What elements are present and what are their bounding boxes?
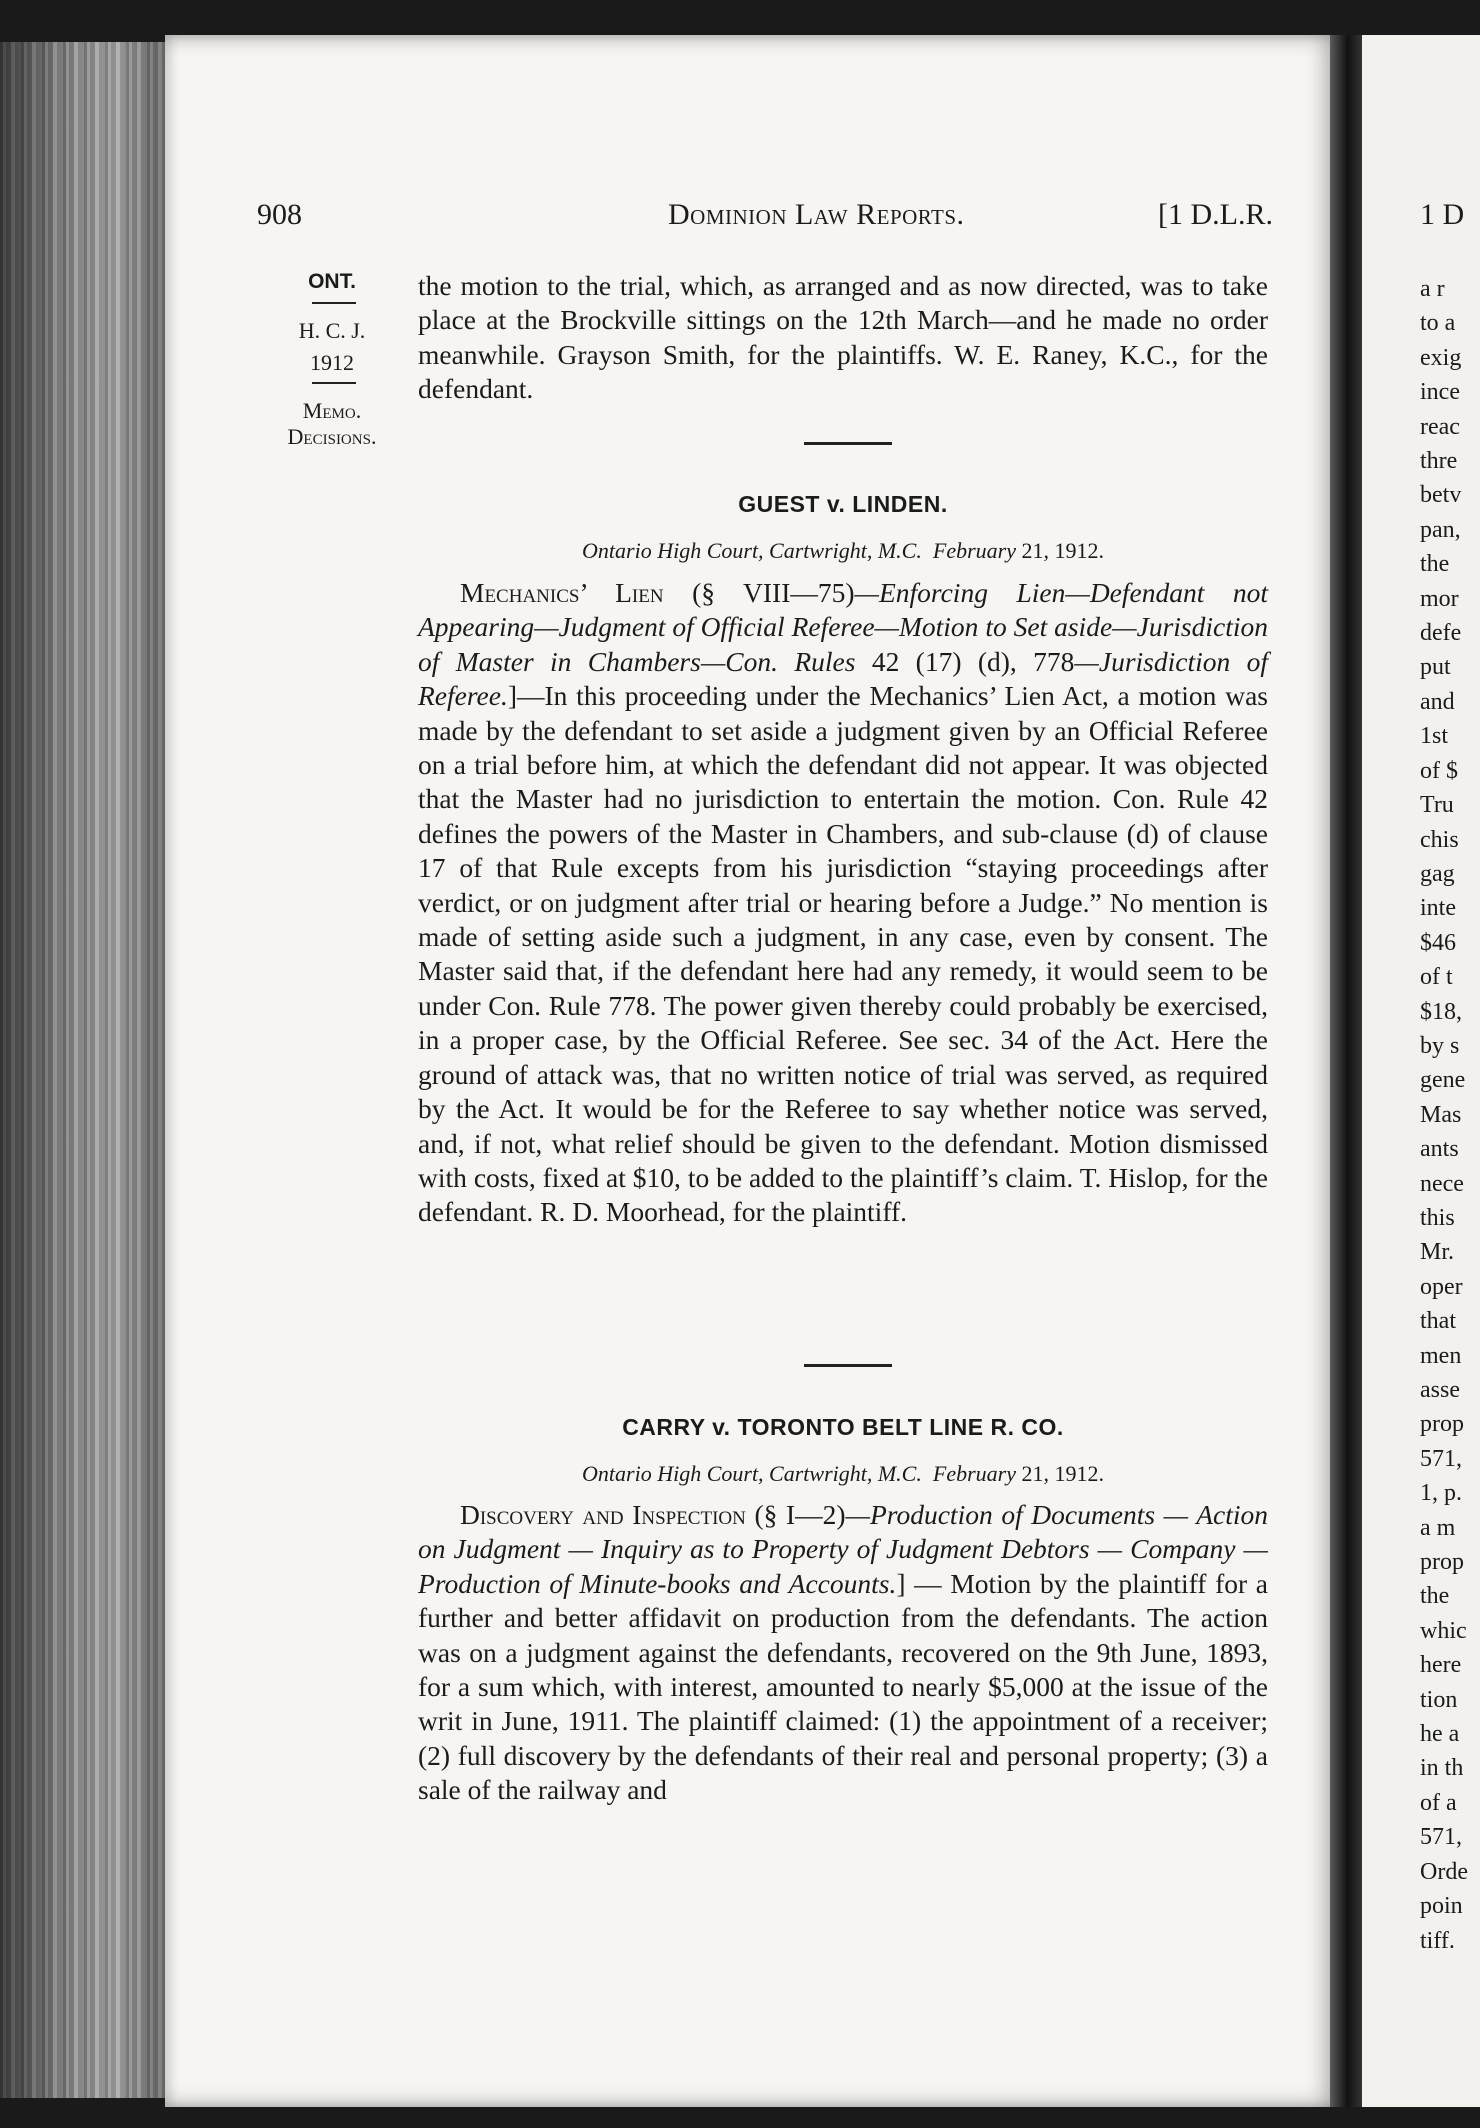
margin-court: H. C. J. [298, 318, 366, 343]
margin-rule [312, 382, 356, 384]
right-page-line: of a [1420, 1789, 1457, 1816]
right-page-line: that [1420, 1308, 1456, 1335]
right-page-line: prop [1420, 1411, 1464, 1438]
margin-rule [312, 302, 356, 304]
right-page-line: 1, p. [1420, 1480, 1462, 1507]
right-page-line: tiff. [1420, 1927, 1455, 1954]
right-page-line: ants [1420, 1136, 1459, 1163]
right-page-line: Orde [1420, 1858, 1468, 1885]
right-page-line: Mas [1420, 1101, 1462, 1128]
right-page-line: tion [1420, 1686, 1458, 1713]
running-title: Dominion Law Reports. [668, 198, 965, 231]
page-number: 908 [257, 198, 302, 231]
margin-section: Memo. [302, 398, 362, 423]
case-title: CARRY v. TORONTO BELT LINE R. CO. [622, 1414, 1064, 1440]
right-page-line: 571, [1420, 1445, 1462, 1472]
court-line: Ontario High Court, Cartwright, M.C. February 21, 1912. [582, 538, 1104, 563]
right-page-line: a r [1420, 276, 1445, 302]
margin-section: Decisions. [287, 424, 377, 449]
right-page-line: gene [1420, 1067, 1466, 1094]
right-page-line: exig [1420, 344, 1462, 371]
right-page-line: asse [1420, 1377, 1460, 1403]
right-page-line: of t [1420, 964, 1453, 991]
right-page-line: here [1420, 1652, 1462, 1679]
right-page-line: the [1420, 1583, 1450, 1610]
case-paragraph: Discovery and Inspection (§ I—2)—Production of Documents — Action on Judgment — Inquiry as to Property of Judgment Debtors — Company — Production of Minute-books and Accounts.] — Motion by the plaintiff for a further and better affidavit on production from the defendants. The action was on a judgment against the defendants, recovered on the 9th June, 1893, for a sum which, with interest, amounted to nearly $5,000 at the issue of the writ in June, 1911. The plaintiff claimed: (1) the appointment of a receiver; (2) full discovery by the defendants of their real and personal property; (3) a sale of the railway and [418, 1499, 1269, 1806]
right-page-line: and [1420, 688, 1455, 715]
margin-province: ONT. [308, 270, 356, 293]
right-page-line: 1st [1420, 723, 1449, 750]
right-page-line: betv [1420, 482, 1462, 509]
right-page-line: whic [1420, 1617, 1467, 1644]
margin-year: 1912 [310, 350, 354, 375]
right-page-line: mor [1420, 585, 1459, 612]
right-page-line: gag [1420, 860, 1455, 887]
right-page-line: of $ [1420, 757, 1458, 784]
right-page-line: Tru [1420, 792, 1454, 819]
right-page-line: thre [1420, 448, 1458, 475]
right-page-line: to a [1420, 310, 1456, 337]
right-page-line: he a [1420, 1721, 1460, 1748]
right-page-line: this [1420, 1204, 1455, 1231]
right-page-line: prop [1420, 1549, 1464, 1576]
right-page-line: $18, [1420, 998, 1462, 1025]
right-page-line: poin [1420, 1893, 1463, 1920]
right-page-line: the [1420, 551, 1450, 578]
right-page-line: nece [1420, 1170, 1464, 1197]
continuation-paragraph: the motion to the trial, which, as arranged and as now directed, was to take place at the Brockville sittings on the 12th March—and he made no order meanwhile. Grayson Smith, for the plaintiffs. W. E. Raney, K.C., for the defendant. [418, 270, 1268, 405]
right-page-line: pan, [1420, 516, 1461, 543]
right-page-line: in th [1420, 1755, 1464, 1782]
section-separator [804, 442, 892, 445]
right-page-header: 1 D [1420, 198, 1465, 231]
case-title: GUEST v. LINDEN. [738, 491, 948, 517]
right-page-line: ince [1420, 379, 1460, 406]
right-page-line: reac [1420, 413, 1460, 440]
right-page-line: men [1420, 1342, 1462, 1369]
right-page-line: inte [1420, 895, 1456, 922]
right-page-fragment [1420, 272, 1468, 1958]
right-page-line: Mr. [1420, 1239, 1455, 1266]
section-separator [804, 1364, 892, 1367]
right-page-line: defe [1420, 620, 1462, 647]
right-page-line: by s [1420, 1032, 1460, 1059]
spine-shadow [0, 0, 165, 2128]
right-page-line: chis [1420, 826, 1459, 853]
right-page-line: oper [1420, 1273, 1463, 1300]
right-page-line: a m [1420, 1514, 1456, 1541]
book-gutter [1330, 35, 1365, 2107]
case-paragraph: Mechanics’ Lien (§ VIII—75)—Enforcing Lien—Defendant not Appearing—Judgment of Official Referee—Motion to Set aside—Jurisdiction of Master in Chambers—Con. Rules 42 (17) (d), 778—Jurisdiction of Referee.]—In this proceeding under the Mechanics’ Lien Act, a motion was made by the defendant to set aside a judgment given by an Official Referee on a trial before him, at which the defendant did not appear. It was objected that the Master had no jurisdiction to entertain the motion. Con. Rule 42 defines the powers of the Master in Chambers, and sub-clause (d) of clause 17 of that Rule excepts from his jurisdiction “staying proceedings after verdict, or on judgment after trial or hearing before a Judge.” No mention is made of setting aside such a judgment, in any case, even by consent. The Master said that, if the defendant here had any remedy, it would seem to be under Con. Rule 778. The power given thereby could probably be exercised, in a proper case, by the Official Referee. See sec. 34 of the Act. Here the ground of attack was, that no written notice of trial was served, as required by the Act. It would be for the Referee to say whether notice was served, and, if not, what relief should be given to the defendant. Motion dismissed with costs, fixed at $10, to be added to the plaintiff’s claim. T. Hislop, for the defendant. R. D. Moorhead, for the plaintiff. [418, 577, 1269, 1228]
volume-reference: [1 D.L.R. [1158, 198, 1273, 231]
right-page-line: 571, [1420, 1824, 1462, 1851]
right-page-line: $46 [1420, 929, 1456, 956]
right-page-line: put [1420, 654, 1451, 681]
court-line: Ontario High Court, Cartwright, M.C. February 21, 1912. [582, 1461, 1104, 1486]
